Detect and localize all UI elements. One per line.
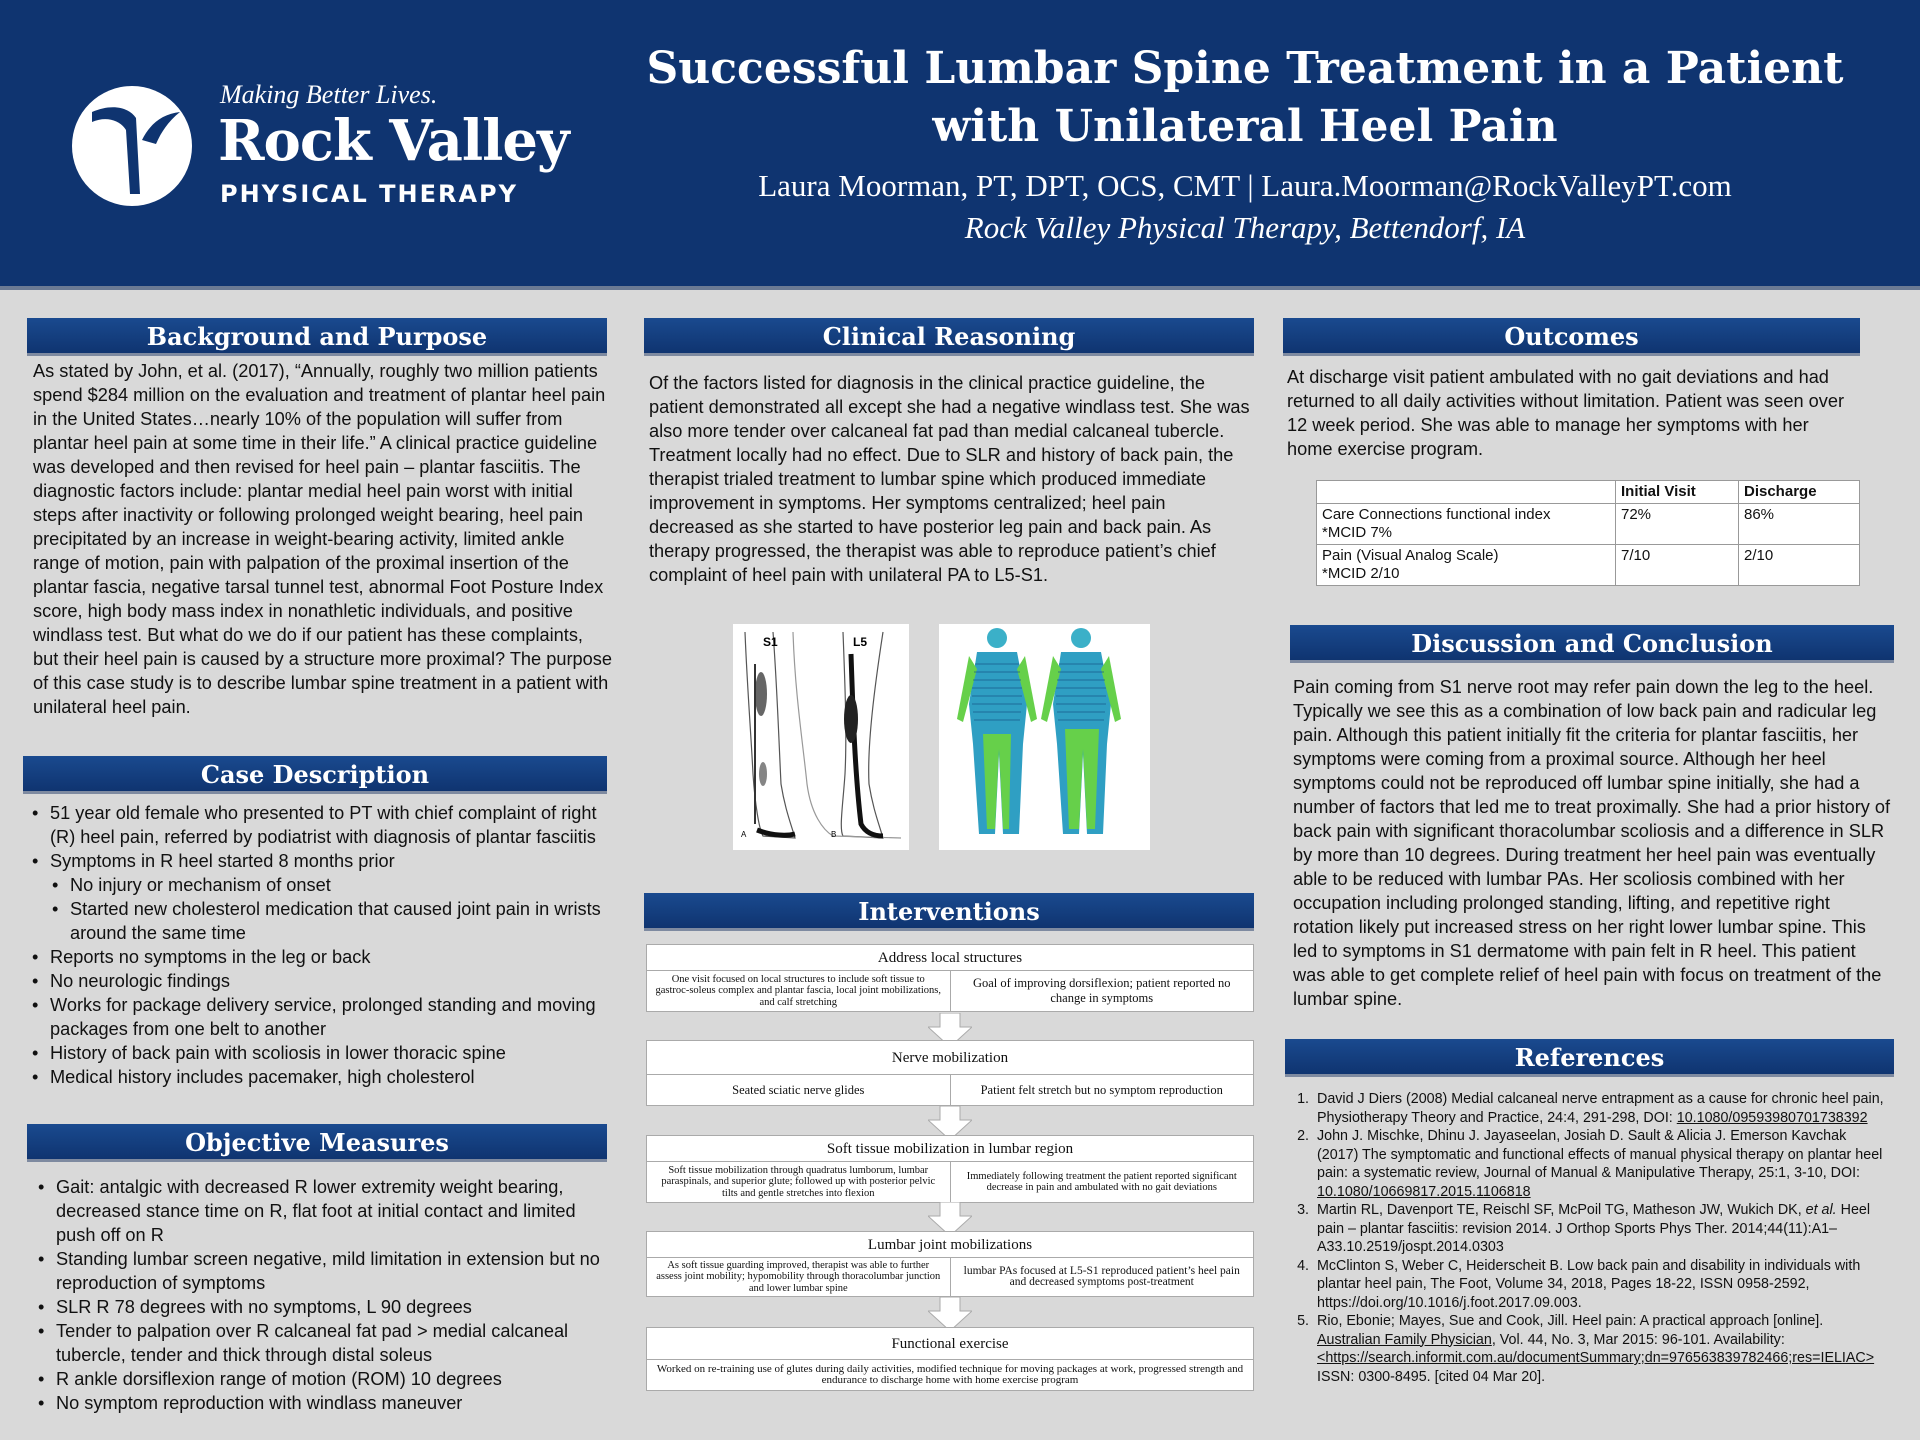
measure-name: Care Connections functional index [1322,506,1551,523]
dermatome-map-figure [939,624,1150,850]
step-title: Address local structures [647,945,1253,971]
intervention-step-3 [646,1135,1254,1203]
table-cell: 2/10 [1739,545,1860,586]
outcomes-text: At discharge visit patient ambulated with no gait deviations and had returned to all daily activities without limitation. Patient was seen over 12 week period. She was able to manage her symptoms with her home exercise program. [1287,367,1845,459]
step-title: Nerve mobilization [647,1041,1253,1075]
flow-arrow-icon [928,1297,972,1331]
poster-authors: Laura Moorman, PT, DPT, OCS, CMT | Laura.Moorman@RockValleyPT.com [758,168,1732,203]
intervention-step-2 [646,1040,1254,1106]
step-title: Functional exercise [647,1328,1253,1360]
list-item: • Reports no symptoms in the leg or back [28,945,603,969]
logo-emblem-icon [70,84,194,208]
table-cell: 72% [1616,504,1739,545]
list-item: • No injury or mechanism of onset [28,873,603,897]
discussion-heading: Discussion and Conclusion [1290,625,1894,663]
measure-name: Pain (Visual Analog Scale) [1322,547,1499,564]
doi-link[interactable]: 10.1080/09593980701738392 [1676,1109,1868,1126]
logo-subtitle: PHYSICAL THERAPY [220,180,518,208]
doi-link[interactable]: 10.1080/10669817.2015.1106818 [1317,1183,1531,1200]
label-s1: S1 [763,635,778,649]
list-item: • Standing lumbar screen negative, mild limitation in extension but no reproduction of symptoms [34,1247,604,1295]
list-item: • Symptoms in R heel started 8 months prior [28,849,603,873]
measure-mcid: *MCID 7% [1322,524,1393,541]
reference-item: 1. David J Diers (2008) Medial calcaneal nerve entrapment as a cause for chronic heel pain, Physiotherapy Theory and Practice, 24:4, 291-298, DOI: 10.1080/09593980701738392 [1313,1090,1885,1127]
list-item: • SLR R 78 degrees with no symptoms, L 90 degrees [34,1295,604,1319]
interventions-heading: Interventions [644,893,1254,931]
table-cell [1317,504,1616,545]
step-detail: As soft tissue guarding improved, therapist was able to further assess joint mobility; hypomobility through thoracolumbar junction and lower lumbar spine [656,1259,941,1294]
list-item: • Started new cholesterol medication that caused joint pain in wrists around the same time [28,897,603,945]
label-b: B [831,830,837,839]
step-detail: Worked on re-training use of glutes during daily activities, modified technique for moving packages at work, progressed strength and endurance to discharge home with home exercise program [656,1362,1244,1386]
reference-item: 5. Rio, Ebonie; Mayes, Sue and Cook, Jill. Heel pain: A practical approach [online]. Australian Family Physician, Vol. 44, No. 3, Mar 2015: 96-101. Availability: <https://search.informit.com.au/documentSummary;dn=976563839782466;res=IELIAC> ISSN: 0300-8495. [cited 04 Mar 20]. [1313,1312,1885,1386]
background-text: As stated by John, et al. (2017), “Annually, roughly two million patients spend $284 million on the evaluation and treatment of plantar heel pain in the United States…nearly 10% of the population will suffer from plantar heel pain at some time in their life.” A clinical practice guideline was developed and then revised for heel pain – plantar fasciitis. The diagnostic factors include: plantar medial heel pain worst with initial steps after inactivity or following prolonged weight bearing, heel pain precipitated by an increase in weight-bearing activity, limited ankle range of motion, pain with palpation of the proximal insertion of the plantar fascia, negative tarsal tunnel test, abnormal Foot Posture Index score, high body mass index in nonathletic individuals, and positive windlass test. But what do we do if our patient has these complaints, but their heel pain is caused by a structure more proximal? The purpose of this case study is to describe lumbar spine treatment in a patient with unilateral heel pain. [33,361,612,717]
measure-mcid: *MCID 2/10 [1322,565,1400,582]
reference-item: 4. McClinton S, Weber C, Heiderscheit B. Low back pain and disability in individuals with plantar heel pain, The Foot, Volume 34, 2018, Pages 18-22, ISSN 0958-2592, https://doi.org/10.1016/j.foot.2017.09.003. [1313,1257,1885,1313]
list-item: • Medical history includes pacemaker, high cholesterol [28,1065,603,1089]
rock-valley-logo [70,80,590,220]
list-item: • 51 year old female who presented to PT with chief complaint of right (R) heel pain, referred by podiatrist with diagnosis of plantar fasciitis [28,801,603,849]
step-title: Soft tissue mobilization in lumbar region [647,1136,1253,1162]
outcomes-table [1316,480,1860,586]
table-header: Discharge [1739,481,1860,504]
list-item: • R ankle dorsiflexion range of motion (ROM) 10 degrees [34,1367,604,1391]
intervention-step-4 [646,1231,1254,1297]
table-cell [1317,545,1616,586]
list-item: • Tender to palpation over R calcaneal fat pad > medial calcaneal tubercle, tender and thick through distal soleus [34,1319,604,1367]
list-item: • No neurologic findings [28,969,603,993]
step-detail: Soft tissue mobilization through quadratus lumborum, lumbar paraspinals, and superior glute; followed up with posterior pelvic tilts and gentle stretches into flexion [661,1164,936,1199]
step-title: Lumbar joint mobilizations [647,1232,1253,1258]
poster-title: Successful Lumbar Spine Treatment in a Patient with Unilateral Heel Pain [646,43,1844,152]
step-detail: One visit focused on local structures to include soft tissue to gastroc-soleus complex and plantar fascia, local joint mobilizations, and calf stretching [655,973,941,1008]
list-item: • Gait: antalgic with decreased R lower extremity weight bearing, decreased stance time on R, flat foot at initial contact and limited push off on R [34,1175,604,1247]
table-cell: 86% [1739,504,1860,545]
journal-link[interactable]: Australian Family Physician [1317,1331,1492,1348]
list-item: • History of back pain with scoliosis in lower thoracic spine [28,1041,603,1065]
list-item: • Works for package delivery service, prolonged standing and moving packages from one belt to another [28,993,603,1041]
poster-header [0,0,1920,290]
outcomes-heading: Outcomes [1283,318,1860,356]
list-item: • No symptom reproduction with windlass maneuver [34,1391,604,1415]
sciatic-nerve-figure [733,624,909,850]
objective-heading: Objective Measures [27,1124,607,1162]
table-row [1317,504,1860,545]
logo-tagline: Making Better Lives. [220,80,438,109]
table-header [1317,481,1616,504]
step-result: Patient felt stretch but no symptom reproduction [950,1075,1254,1105]
case-list [28,801,603,1089]
step-detail: Seated sciatic nerve glides [732,1082,865,1097]
discussion-text: Pain coming from S1 nerve root may refer pain down the leg to the heel. Typically we see this as a combination of low back pain and radicular leg pain. Although this patient initially fit the criteria for plantar fasciitis, her symptoms were coming from a proximal source. Although her heel symptoms could not be reproduced off lumbar spine initially, she had a number of factors that led me to treat proximally. She had a prior history of back pain with significant thoracolumbar scoliosis and a difference in SLR by more than 10 degrees. During treatment her heel pain was eventually able to be reduced with lumbar PAs. Her scoliosis combined with her occupation including prolonged standing, lifting, and repetitive right rotation likely put increased stress on her right lower lumbar spine. This led to symptoms in S1 dermatome with pain felt in R heel. This patient was able to get complete relief of heel pain with focus on treatment of the lumbar spine. [1293,677,1891,1009]
case-heading: Case Description [23,756,607,794]
clinical-text: Of the factors listed for diagnosis in the clinical practice guideline, the patient demonstrated all except she had a negative windlass test. She was also more tender over calcaneal fat pad than medial calcaneal tubercle. Treatment locally had no effect. Due to SLR and history of back pain, the therapist trialed treatment to lumbar spine which produced immediate improvement in symptoms. Her symptoms centralized; heel pain decreased as she started to have posterior leg pain and back pain. As therapy progressed, the therapist was able to reproduce patient’s chief complaint of heel pain with unilateral PA to L5-S1. [649,373,1250,585]
reference-item: 2. John J. Mischke, Dhinu J. Jayaseelan, Josiah D. Sault & Alicia J. Emerson Kavchak (2017) The symptomatic and functional effects of manual physical therapy on plantar heel pain: a systematic review, Journal of Manual & Manipulative Therapy, 25:1, 3-10, DOI: 10.1080/10669817.2015.1106818 [1313,1127,1885,1201]
table-cell: 7/10 [1616,545,1739,586]
availability-link[interactable]: <https://search.informit.com.au/documentSummary;dn=976563839782466;res=IELIAC> [1317,1350,1875,1366]
table-header-row [1317,481,1860,504]
intervention-step-1 [646,944,1254,1012]
table-row [1317,545,1860,586]
background-heading: Background and Purpose [27,318,607,356]
step-result: lumbar PAs focused at L5-S1 reproduced patient’s heel pain and decreased symptoms post-treatment [950,1258,1254,1296]
objective-list [34,1175,604,1415]
step-result: Goal of improving dorsiflexion; patient reported no change in symptoms [950,971,1254,1011]
poster-affiliation: Rock Valley Physical Therapy, Bettendorf, IA [964,210,1526,245]
intervention-step-5 [646,1327,1254,1391]
step-result: Immediately following treatment the patient reported significant decrease in pain and ambulated with no gait deviations [950,1162,1254,1202]
logo-name: Rock Valley [218,108,569,174]
table-header: Initial Visit [1616,481,1739,504]
clinical-heading: Clinical Reasoning [644,318,1254,356]
reference-item: 3. Martin RL, Davenport TE, Reischl SF, McPoil TG, Matheson JW, Wukich DK, et al. Heel pain – plantar fasciitis: revision 2014. J Orthop Sports Phys Ther. 2014;44(11):A1–A33.10.2519/jospt.2014.0303 [1313,1201,1885,1257]
label-l5: L5 [853,635,868,649]
references-list [1295,1090,1885,1386]
label-a: A [741,830,747,839]
references-heading: References [1285,1039,1894,1077]
title-block [620,40,1870,246]
